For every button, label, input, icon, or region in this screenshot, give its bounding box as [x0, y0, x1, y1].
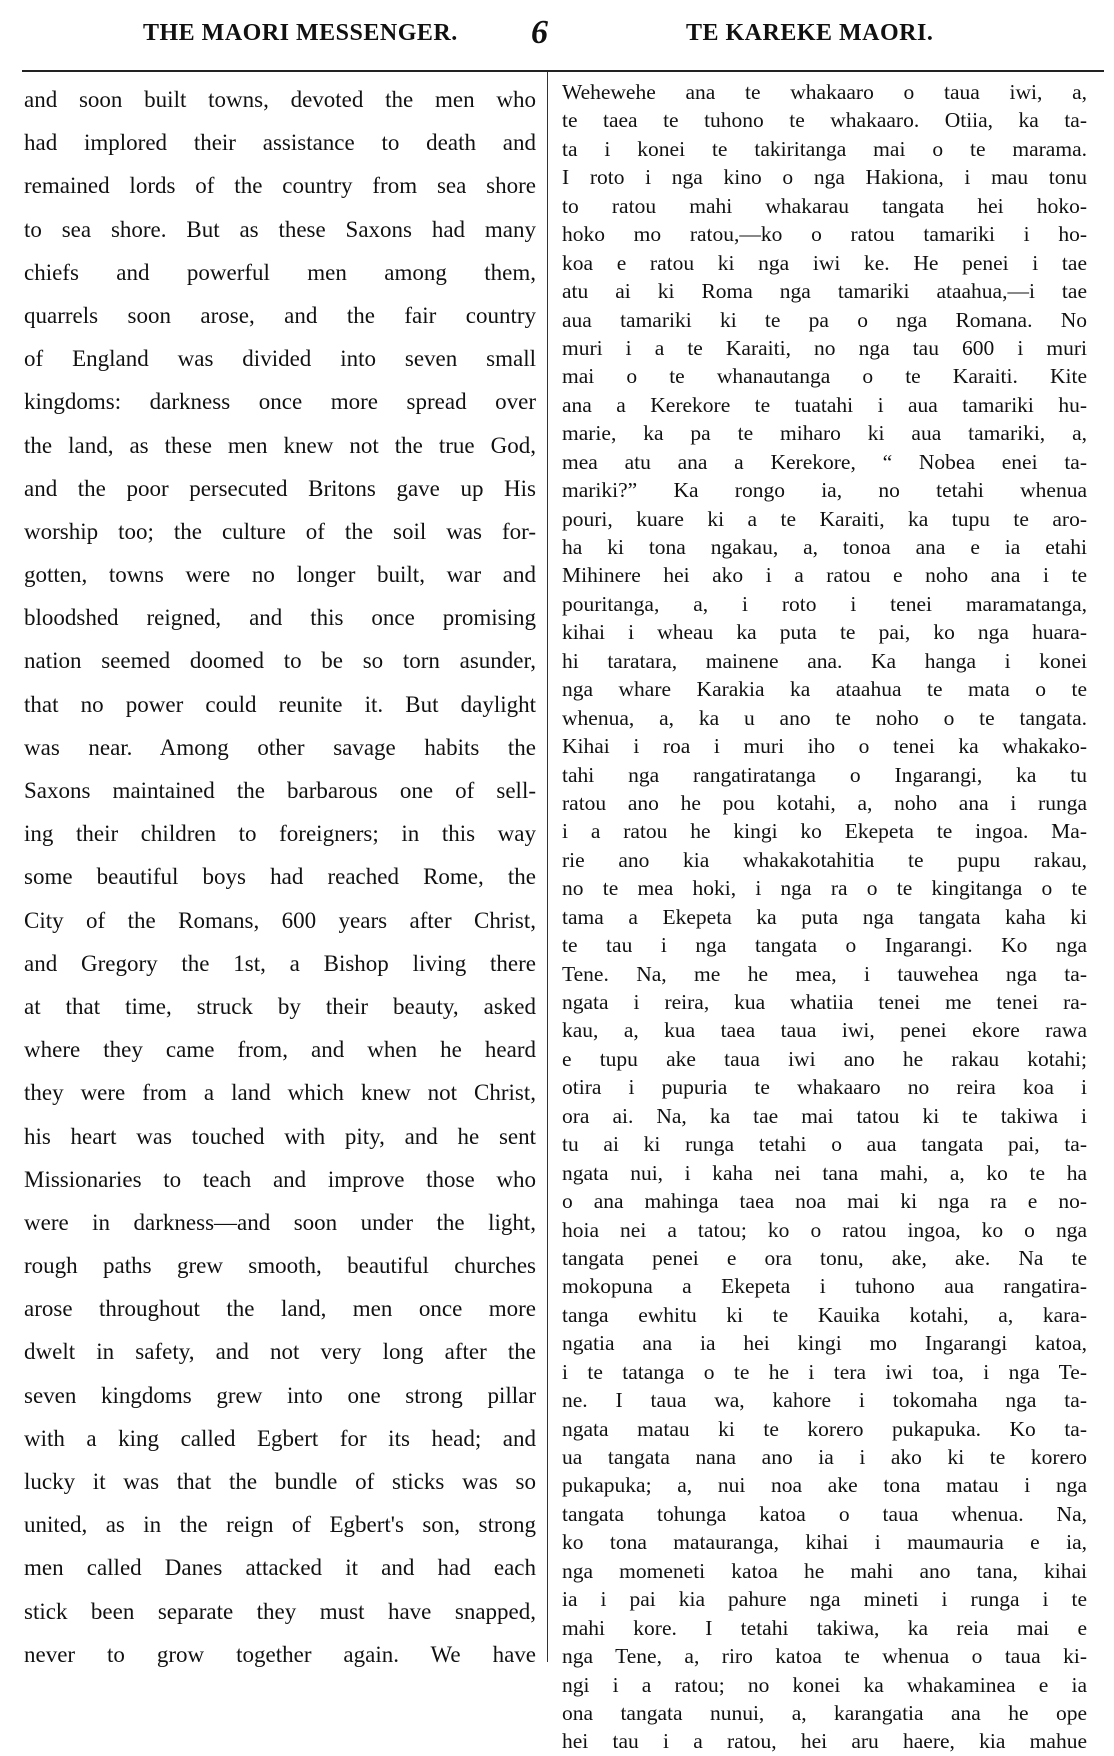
maori-text-line: kihai i wheau ka puta te pai, ko nga huara- [562, 620, 1087, 645]
english-text-line: where they came from, and when he heard [24, 1037, 536, 1063]
english-text-line: quarrels soon arose, and the fair country [24, 302, 536, 328]
maori-text-line: Kihai i roa i muri iho o tenei ka whakako- [562, 734, 1087, 759]
english-text-line: with a king called Egbert for its head; and [24, 1425, 536, 1451]
maori-text-line: aua tamariki ki te pa o nga Romana. No [562, 307, 1087, 332]
english-text-line: some beautiful boys had reached Rome, the [24, 864, 536, 890]
english-text-line: worship too; the culture of the soil was for- [24, 518, 536, 544]
maori-text-line: ratou ano he pou kotahi, a, noho ana i runga [562, 790, 1087, 815]
maori-text-line: hei tau i a ratou, hei aru haere, kia mahue [562, 1729, 1087, 1754]
maori-text-line: tangata tohunga katoa o taua whenua. Na, [562, 1501, 1087, 1526]
english-text-line: ing their children to foreigners; in this way [24, 821, 536, 847]
maori-text-line: rie ano kia whakakotahitia te pupu rakau, [562, 847, 1087, 872]
maori-text-line: Wehewehe ana te whakaaro o taua iwi, a, [562, 80, 1087, 104]
maori-text-line: ngi i a ratou; no konei ka whakaminea e ia [562, 1672, 1087, 1697]
english-text-line: rough paths grew smooth, beautiful churches [24, 1253, 536, 1279]
maori-text-line: marie, ka pa te miharo ki aua tamariki, a, [562, 421, 1087, 446]
english-text-line: chiefs and powerful men among them, [24, 259, 536, 285]
english-text-line: and the poor persecuted Britons gave up His [24, 475, 536, 501]
english-text-line: that no power could reunite it. But daylight [24, 691, 536, 717]
english-text-line: men called Danes attacked it and had each [24, 1555, 536, 1581]
maori-text-line: i te tatanga o te he i tera iwi toa, i nga Te- [562, 1359, 1087, 1384]
maori-text-line: ne. I taua wa, kahore i tokomaha nga ta- [562, 1388, 1087, 1413]
english-text-line: arose throughout the land, men once more [24, 1296, 536, 1322]
maori-text-line: mariki?” Ka rongo ia, no tetahi whenua [562, 478, 1087, 503]
maori-text-line: tu ai ki runga tetahi o aua tangata pai, ta- [562, 1132, 1087, 1157]
english-text-line: his heart was touched with pity, and he sent [24, 1123, 536, 1149]
maori-text-line: i a ratou he kingi ko Ekepeta te ingoa. Ma- [562, 819, 1087, 844]
header-english-title: THE MAORI MESSENGER. [143, 20, 458, 46]
maori-column [562, 78, 1087, 1756]
maori-text-line: ia i pai kia pahure nga mineti i runga i te [562, 1587, 1087, 1612]
english-text-line: at that time, struck by their beauty, asked [24, 993, 536, 1019]
maori-text-line: kau, a, kua taea taua iwi, penei ekore rawa [562, 1018, 1087, 1043]
header-rule [22, 70, 1104, 72]
english-text-line: stick been separate they must have snapped, [24, 1598, 536, 1624]
english-column [24, 78, 536, 1676]
maori-text-line: muri i a te Karaiti, no nga tau 600 i muri [562, 335, 1087, 360]
maori-text-line: ngata nui, i kaha nei tana mahi, a, ko te ha [562, 1160, 1087, 1185]
maori-text-line: te tau i nga tangata o Ingarangi. Ko nga [562, 933, 1087, 958]
header-maori-title: TE KAREKE MAORI. [686, 20, 934, 46]
maori-text-line: hoko mo ratou,—ko o ratou tamariki i ho- [562, 222, 1087, 247]
english-text-line: and Gregory the 1st, a Bishop living there [24, 950, 536, 976]
maori-text-line: o ana mahinga taea noa mai ki nga ra e no- [562, 1189, 1087, 1214]
maori-text-line: Mihinere hei ako i a ratou e noho ana i te [562, 563, 1087, 588]
maori-text-line: ko tona matauranga, kihai i maumauria e ia, [562, 1530, 1087, 1555]
english-text-line: bloodshed reigned, and this once promising [24, 605, 536, 631]
english-text-line: was near. Among other savage habits the [24, 734, 536, 760]
english-text-line: remained lords of the country from sea shore [24, 173, 536, 199]
english-text-line: to sea shore. But as these Saxons had many [24, 216, 536, 242]
maori-text-line: mokopuna a Ekepeta i tuhono aua rangatira- [562, 1274, 1087, 1299]
maori-text-line: ua tangata nana ano ia i ako ki te korero [562, 1445, 1087, 1469]
english-text-line: City of the Romans, 600 years after Christ, [24, 907, 536, 933]
maori-text-line: ngata i reira, kua whatiia tenei me tenei ra- [562, 990, 1087, 1014]
maori-text-line: pouritanga, a, i roto i tenei maramatanga, [562, 591, 1087, 616]
maori-text-line: hi taratara, mainene ana. Ka hanga i konei [562, 648, 1087, 673]
maori-text-line: mai o te whanautanga o te Karaiti. Kite [562, 364, 1087, 389]
column-divider [547, 72, 548, 1662]
maori-text-line: mea atu ana a Kerekore, “ Nobea enei ta- [562, 449, 1087, 474]
maori-text-line: koa e ratou ki nga iwi ke. He penei i tae [562, 250, 1087, 275]
maori-text-line: pouri, kuare ki a te Karaiti, ka tupu te aro- [562, 506, 1087, 531]
maori-text-line: tanga ewhitu ki te Kauika kotahi, a, kara- [562, 1302, 1087, 1327]
english-text-line: Missionaries to teach and improve those who [24, 1166, 536, 1192]
english-text-line: nation seemed doomed to be so torn asunder, [24, 648, 536, 674]
english-text-line: united, as in the reign of Egbert's son, strong [24, 1512, 536, 1538]
maori-text-line: te taea te tuhono te whakaaro. Otiia, ka ta- [562, 108, 1087, 133]
english-text-line: had implored their assistance to death and [24, 130, 536, 156]
maori-text-line: tama a Ekepeta ka puta nga tangata kaha ki [562, 904, 1087, 929]
maori-text-line: ora ai. Na, ka tae mai tatou ki te takiwa i [562, 1103, 1087, 1128]
english-text-line: kingdoms: darkness once more spread over [24, 389, 536, 415]
maori-text-line: ngata matau ki te korero pukapuka. Ko ta- [562, 1416, 1087, 1441]
maori-text-line: tangata penei e ora tonu, ake, ake. Na te [562, 1245, 1087, 1270]
maori-text-line: ta i konei te takiritanga mai o te marama. [562, 136, 1087, 161]
maori-text-line: hoia nei a tatou; ko o ratou ingoa, ko o nga [562, 1217, 1087, 1242]
maori-text-line: nga whare Karakia ka ataahua te mata o te [562, 677, 1087, 702]
english-text-line: Saxons maintained the barbarous one of sell- [24, 778, 536, 803]
english-text-line: lucky it was that the bundle of sticks was so [24, 1469, 536, 1494]
maori-text-line: ana a Kerekore te tuatahi i aua tamariki hu- [562, 392, 1087, 417]
english-text-line: and soon built towns, devoted the men who [24, 87, 536, 112]
maori-text-line: mahi kore. I tetahi takiwa, ka reia mai e [562, 1615, 1087, 1640]
page-header [0, 14, 1114, 54]
maori-text-line: to ratou mahi whakarau tangata hei hoko- [562, 193, 1087, 218]
english-text-line: seven kingdoms grew into one strong pillar [24, 1382, 536, 1408]
english-text-line: of England was divided into seven small [24, 346, 536, 372]
maori-text-line: ha ki tona ngakau, a, tonoa ana e ia etahi [562, 535, 1087, 559]
maori-text-line: ngatia ana ia hei kingi mo Ingarangi katoa, [562, 1331, 1087, 1356]
english-text-line: were in darkness—and soon under the light, [24, 1209, 536, 1235]
maori-text-line: nga Tene, a, riro katoa te whenua o taua ki- [562, 1644, 1087, 1669]
english-text-line: they were from a land which knew not Christ, [24, 1080, 536, 1106]
maori-text-line: no te mea hoki, i nga ra o te kingitanga o te [562, 876, 1087, 901]
maori-text-line: whenua, a, ka u ano te noho o te tangata. [562, 705, 1087, 730]
maori-text-line: pukapuka; a, nui noa ake tona matau i nga [562, 1473, 1087, 1498]
maori-text-line: tahi nga rangatiratanga o Ingarangi, ka tu [562, 762, 1087, 787]
english-text-line: gotten, towns were no longer built, war and [24, 562, 536, 588]
english-text-line: dwelt in safety, and not very long after the [24, 1339, 536, 1365]
maori-text-line: ona tangata nunui, a, karangatia ana he ope [562, 1700, 1087, 1725]
english-text-line: the land, as these men knew not the true God, [24, 432, 536, 458]
maori-text-line: atu ai ki Roma nga tamariki ataahua,—i tae [562, 279, 1087, 304]
maori-text-line: e tupu ake taua iwi ano he rakau kotahi; [562, 1046, 1087, 1071]
maori-text-line: I roto i nga kino o nga Hakiona, i mau tonu [562, 165, 1087, 190]
page-number: 6 [531, 14, 548, 51]
english-text-line: never to grow together again. We have [24, 1641, 536, 1667]
maori-text-line: nga momeneti katoa he mahi ano tana, kihai [562, 1558, 1087, 1583]
maori-text-line: otira i pupuria te whakaaro no reira koa i [562, 1075, 1087, 1100]
maori-text-line: Tene. Na, me he mea, i tauwehea nga ta- [562, 961, 1087, 986]
